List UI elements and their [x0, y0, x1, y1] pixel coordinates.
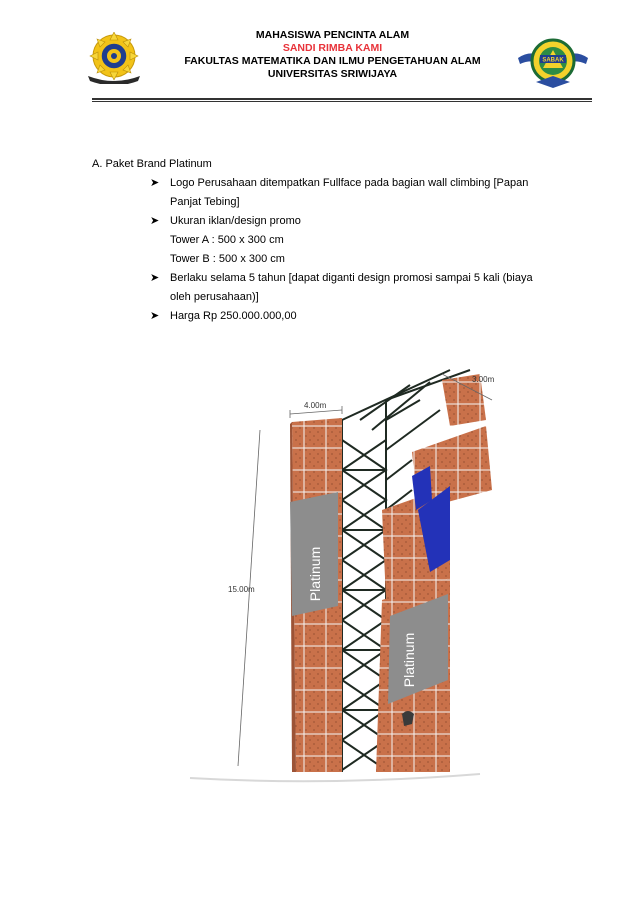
header-divider-thin	[92, 101, 592, 102]
university-logo-icon	[82, 32, 146, 84]
tower-b	[376, 374, 492, 772]
list-item: ➤ Ukuran iklan/design promo Tower A : 500 x 300 cm Tower B : 500 x 300 cm	[148, 212, 572, 269]
club-logo-text: SABAK	[542, 57, 564, 64]
header-divider	[92, 98, 592, 100]
organization-subname: SANDI RIMBA KAMI	[282, 42, 383, 54]
organization-name: MAHASISWA PENCINTA ALAM	[255, 29, 410, 41]
list-item: ➤ Logo Perusahaan ditempatkan Fullface pada bagian wall climbing [Papan Panjat Tebing]	[148, 174, 572, 212]
letterhead-text	[150, 29, 515, 81]
arrow-bullet-icon: ➤	[150, 310, 160, 322]
faculty-name: FAKULTAS MATEMATIKA DAN ILMU PENGETAHUAN ALAM	[184, 55, 481, 67]
panel-label-tower-a: Platinum	[307, 546, 323, 602]
university-name: UNIVERSITAS SRIWIJAYA	[267, 68, 398, 80]
arrow-bullet-icon: ➤	[150, 177, 160, 189]
climbing-wall-illustration	[150, 360, 510, 790]
dimension-label-height: 15.00m	[228, 585, 255, 594]
list-item: ➤ Berlaku selama 5 tahun [dapat diganti design promosi sampai 5 kali (biaya oleh perusahaan)]	[148, 269, 572, 307]
section-title: A. Paket Brand Platinum	[92, 158, 212, 170]
list-item: ➤ Harga Rp 250.000.000,00	[148, 307, 572, 326]
panel-label-tower-b: Platinum	[401, 632, 417, 688]
dimension-label-width-a: 4.00m	[304, 401, 327, 410]
club-logo-icon	[516, 32, 590, 94]
arrow-bullet-icon: ➤	[150, 272, 160, 284]
document-body	[92, 155, 572, 326]
dimension-label-width-b: 3.00m	[472, 375, 495, 384]
letterhead	[0, 0, 638, 110]
arrow-bullet-icon: ➤	[150, 215, 160, 227]
tower-a	[290, 418, 342, 772]
package-details-list	[92, 174, 572, 326]
